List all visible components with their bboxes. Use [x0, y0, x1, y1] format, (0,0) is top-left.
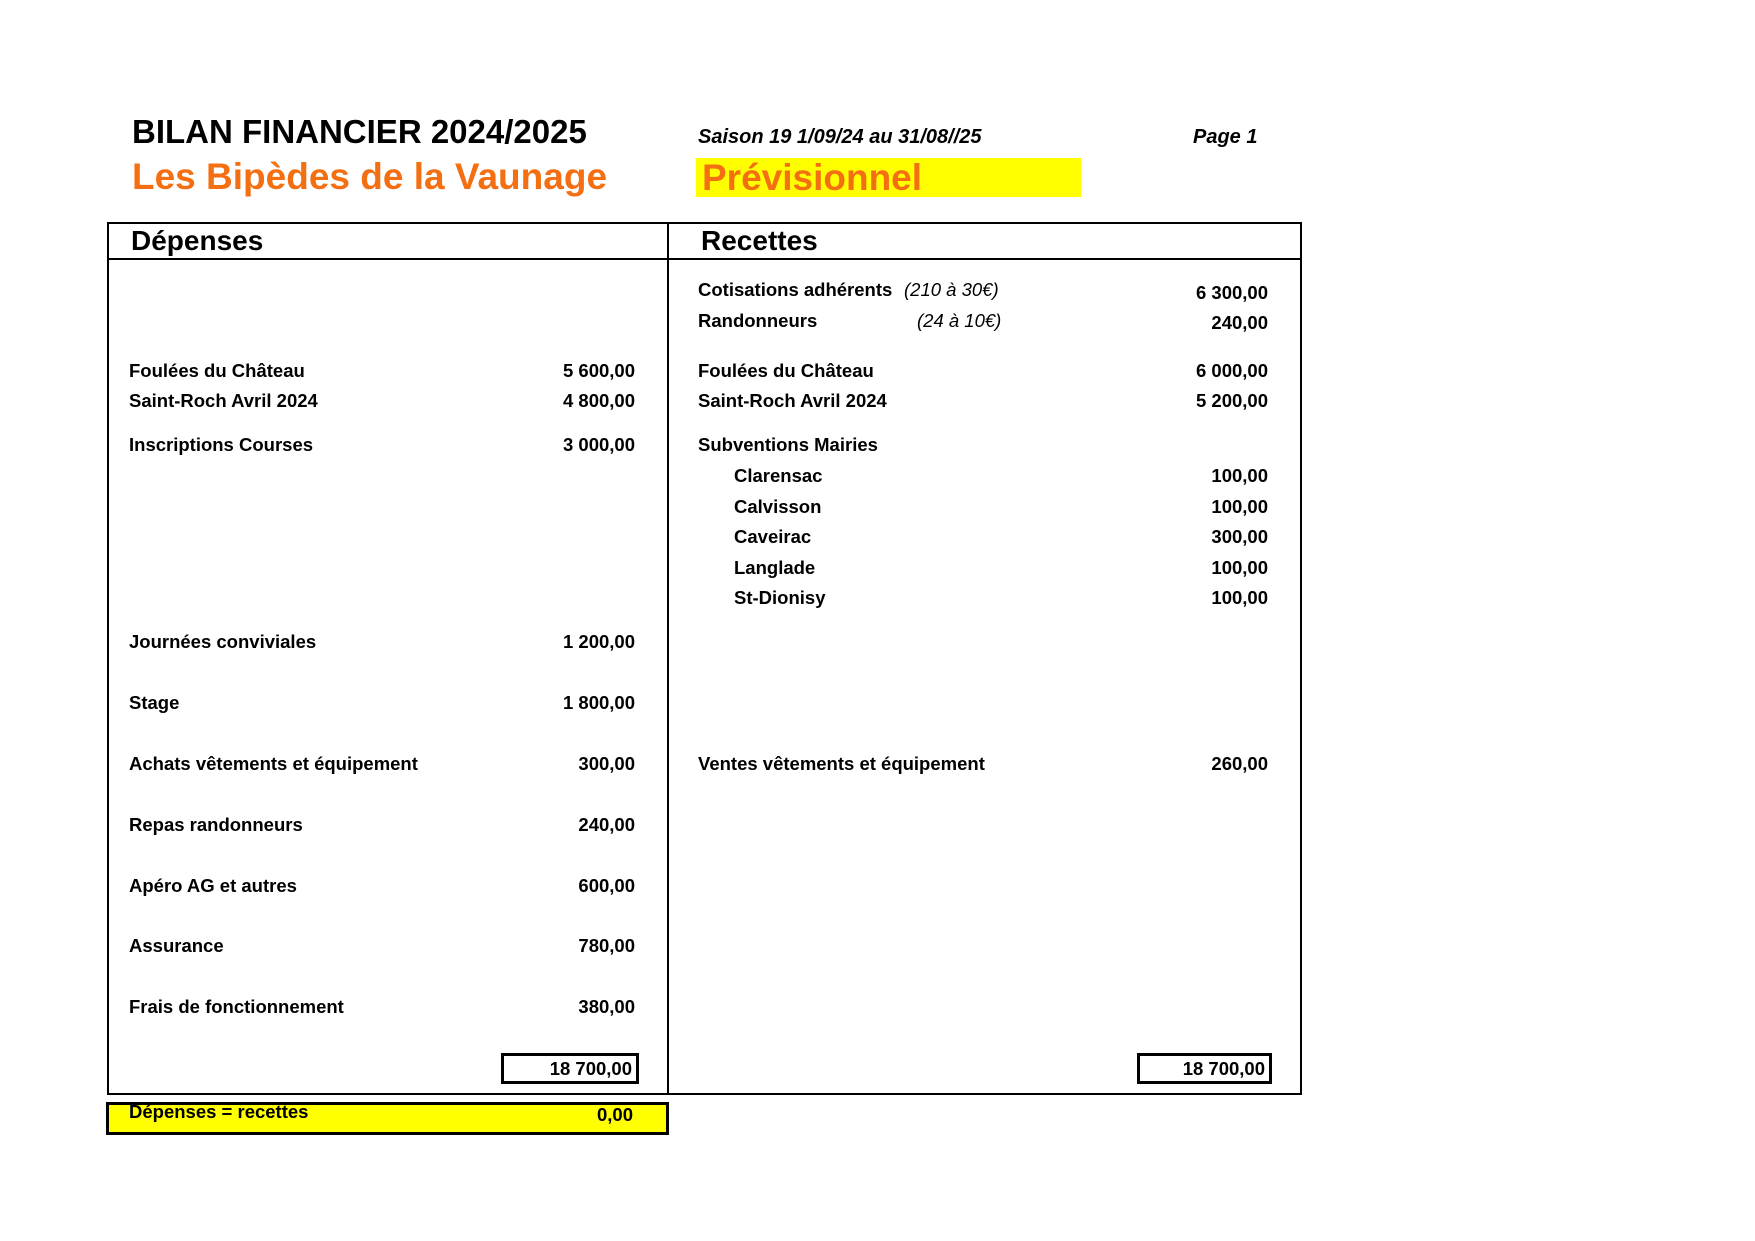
balance-label: Dépenses = recettes — [129, 1101, 309, 1122]
recette-label: Cotisations adhérents — [698, 279, 893, 300]
recette-label: Calvisson — [734, 496, 822, 517]
depenses-total: 18 700,00 — [501, 1053, 639, 1084]
depense-label: Foulées du Château — [129, 360, 305, 381]
club-name: Les Bipèdes de la Vaunage — [132, 156, 608, 197]
depense-label: Repas randonneurs — [129, 814, 303, 835]
recette-label: Langlade — [734, 557, 816, 578]
recette-label: Clarensac — [734, 465, 823, 486]
recette-label: St-Dionisy — [734, 587, 826, 608]
recette-amount: 300,00 — [1211, 526, 1268, 547]
depense-label: Stage — [129, 692, 180, 713]
recette-label: Randonneurs — [698, 310, 818, 331]
recette-amount: 6 300,00 — [1195, 282, 1268, 303]
recette-note: (24 à 10€) — [917, 310, 1002, 331]
recette-label: Subventions Mairies — [698, 434, 878, 455]
depenses-heading: Dépenses — [131, 225, 264, 256]
depense-label: Achats vêtements et équipement — [129, 753, 418, 774]
recette-label: Saint-Roch Avril 2024 — [698, 390, 887, 411]
column-divider — [667, 222, 669, 1095]
recette-note: (210 à 30€) — [904, 279, 999, 300]
recette-amount: 100,00 — [1211, 557, 1268, 578]
recette-amount: 100,00 — [1211, 587, 1268, 608]
depense-label: Saint-Roch Avril 2024 — [129, 390, 318, 411]
depense-label: Inscriptions Courses — [129, 434, 314, 455]
recette-amount: 100,00 — [1211, 496, 1268, 517]
depense-amount: 300,00 — [578, 753, 635, 774]
recette-amount: 100,00 — [1211, 465, 1268, 486]
balance-amount: 0,00 — [596, 1104, 633, 1125]
recette-label: Caveirac — [734, 526, 812, 547]
depense-amount: 3 000,00 — [562, 434, 635, 455]
depense-label: Journées conviviales — [129, 631, 317, 652]
budget-table — [107, 222, 1302, 1095]
status-badge: Prévisionnel — [696, 158, 1081, 197]
season-period: Saison 19 1/09/24 au 31/08//25 — [698, 126, 982, 148]
page-number: Page 1 — [1193, 126, 1258, 148]
recettes-total: 18 700,00 — [1137, 1053, 1272, 1084]
recette-label: Ventes vêtements et équipement — [698, 753, 985, 774]
recette-amount: 5 200,00 — [1195, 390, 1268, 411]
recettes-heading: Recettes — [701, 225, 818, 256]
header-divider — [107, 258, 1302, 260]
recette-amount: 240,00 — [1211, 312, 1268, 333]
depense-amount: 600,00 — [578, 875, 635, 896]
recette-amount: 6 000,00 — [1195, 360, 1268, 381]
depense-amount: 780,00 — [578, 935, 635, 956]
depense-amount: 4 800,00 — [562, 390, 635, 411]
depense-amount: 240,00 — [578, 814, 635, 835]
recette-label: Foulées du Château — [698, 360, 874, 381]
depense-amount: 1 200,00 — [562, 631, 635, 652]
depense-label: Apéro AG et autres — [129, 875, 297, 896]
depense-amount: 1 800,00 — [562, 692, 635, 713]
depense-amount: 5 600,00 — [562, 360, 635, 381]
depense-label: Frais de fonctionnement — [129, 996, 344, 1017]
recette-amount: 260,00 — [1211, 753, 1268, 774]
depense-amount: 380,00 — [578, 996, 635, 1017]
report-title: BILAN FINANCIER 2024/2025 — [132, 113, 587, 150]
depense-label: Assurance — [129, 935, 224, 956]
